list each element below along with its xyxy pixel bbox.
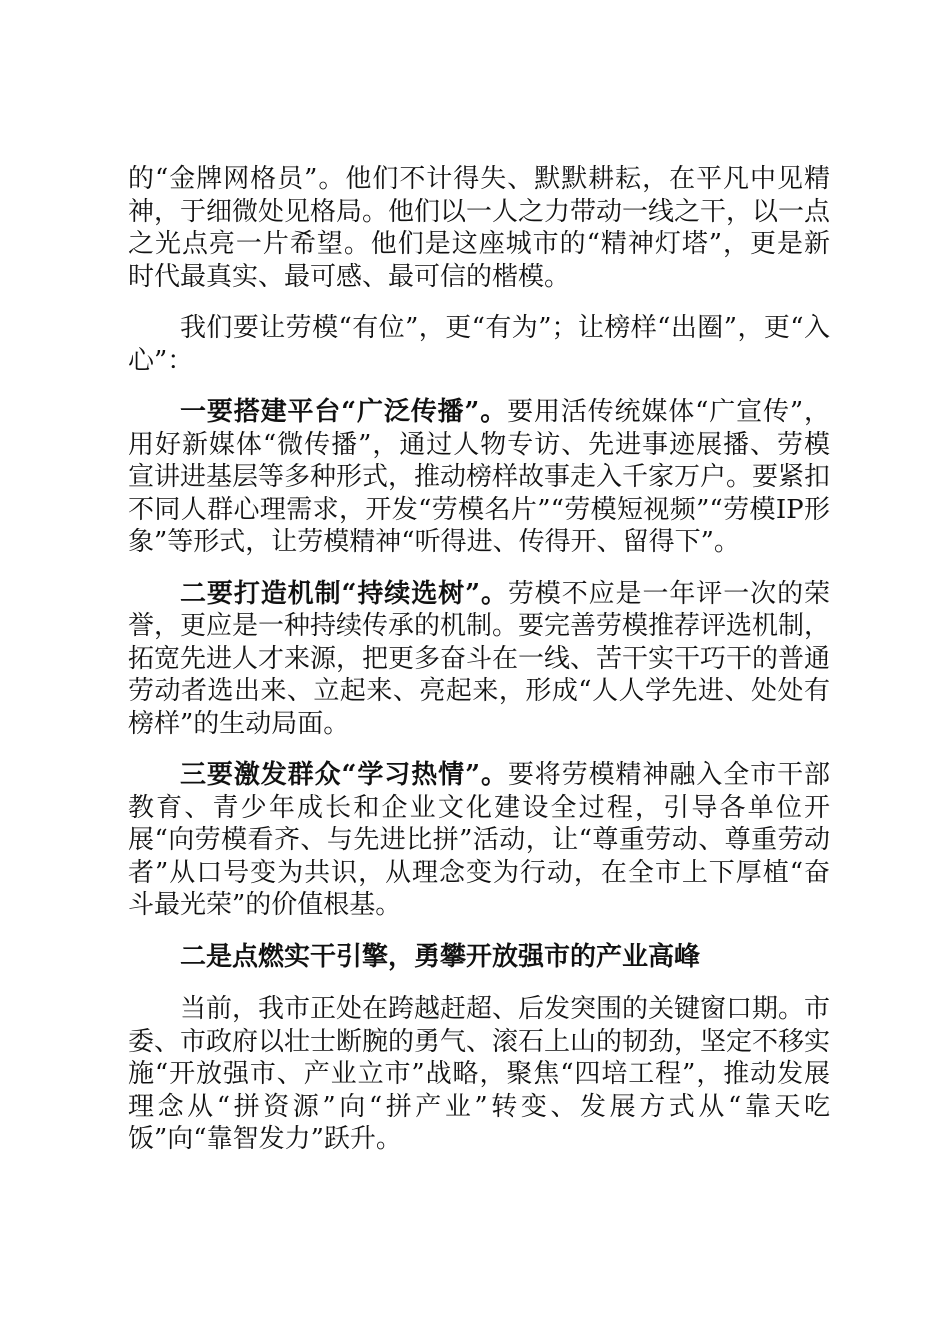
paragraph-lead: 三要激发群众“学习热情”。 [180,760,508,790]
document-page [128,163,830,1175]
section-heading [128,941,830,974]
heading-text: 二是点燃实干引擎，勇攀开放强市的产业高峰 [180,941,701,972]
paragraph-text: 我们要让劳模“有位”，更“有为”；让榜样“出圈”，更“入心”： [128,313,830,376]
paragraph-text: 要将劳模精神融入全市干部教育、青少年成长和企业文化建设全过程，引导各单位开展“向劳模看齐、与先进比拼”活动，让“尊重劳动、尊重劳动者”从口号变为共识，从理念变为行动，在全市上下厚植“奋斗最光荣”的价值根基。 [128,760,830,920]
paragraph-point-one [128,396,830,559]
paragraph-text: 要用活传统媒体“广宣传”，用好新媒体“微传播”，通过人物专访、先进事迹展播、劳模宣讲进基层等多种形式，推动榜样故事走入千家万户。要紧扣不同人群心理需求，开发“劳模名片”“劳模短视频”“劳模IP形象”等形式，让劳模精神“听得进、传得开、留得下”。 [128,397,831,557]
paragraph-text: 劳模不应是一年评一次的荣誉，更应是一种持续传承的机制。要完善劳模推荐评选机制，拓宽先进人才来源，把更多奋斗在一线、苦干实干巧干的普通劳动者选出来、立起来、亮起来，形成“人人学先进、处处有榜样”的生动局面。 [128,578,831,739]
paragraph-section-body [128,993,830,1156]
paragraph-point-three [128,759,830,922]
paragraph-point-two [128,578,830,741]
paragraph-lead: 一要搭建平台“广泛传播”。 [180,397,508,427]
paragraph-lead: 二要打造机制“持续选树”。 [180,578,508,609]
paragraph-text: 的“金牌网格员”。他们不计得失、默默耕耘，在平凡中见精神，于细微处见格局。他们以一人之力带动一线之干，以一点之光点亮一片希望。他们是这座城市的“精神灯塔”，更是新时代最真实、最可感、最可信的楷模。 [128,164,831,292]
paragraph-continuation [128,163,830,293]
paragraph-intro [128,312,830,377]
paragraph-text: 当前，我市正处在跨越赶超、后发突围的关键窗口期。市委、市政府以壮士断腕的勇气、滚石上山的韧劲，坚定不移实施“开放强市、产业立市”战略，聚焦“四培工程”，推动发展理念从“拼资源”向“拼产业”转变、发展方式从“靠天吃饭”向“靠智发力”跃升。 [128,994,831,1154]
